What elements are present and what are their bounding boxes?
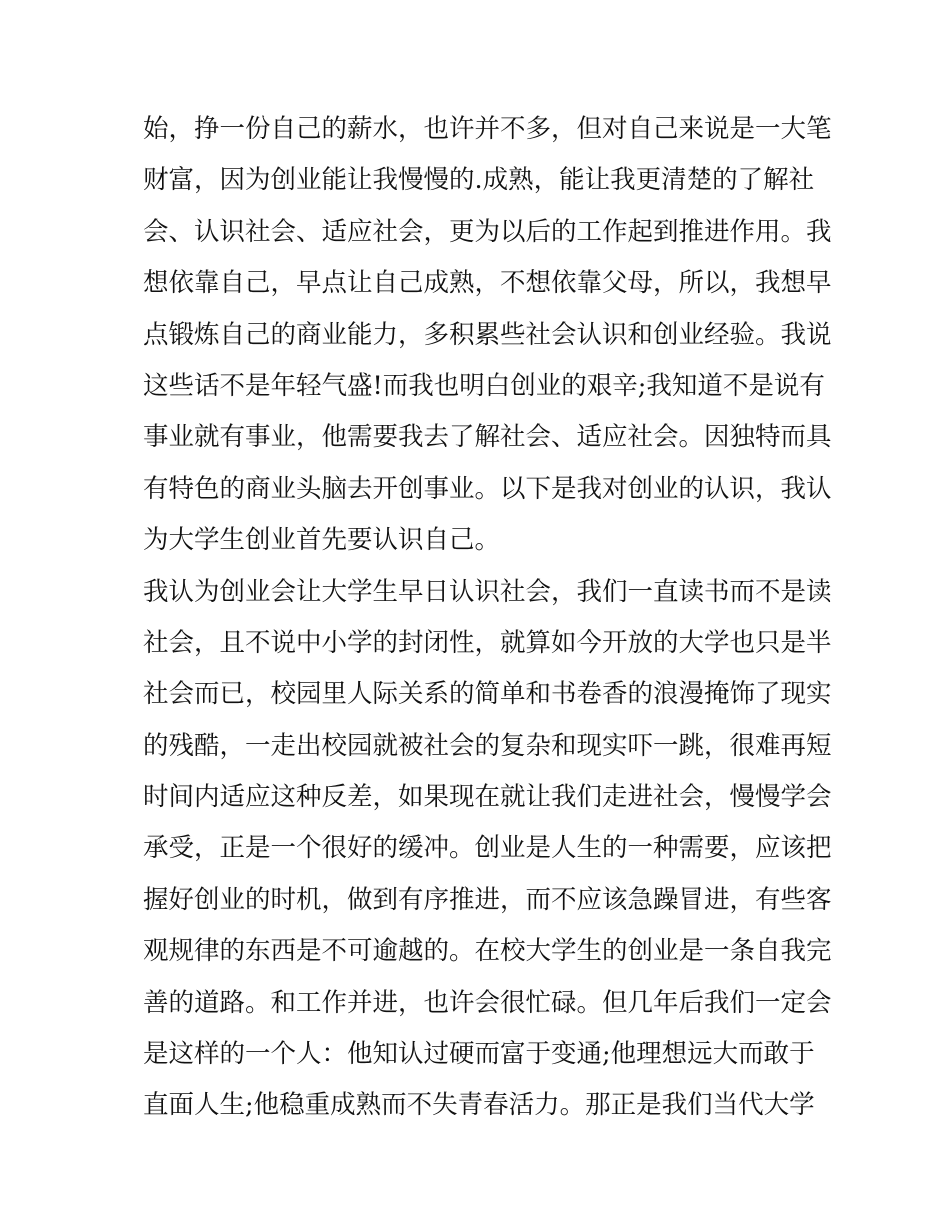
text-line: 事业就有事业，他需要我去了解社会、适应社会。因独特而具	[143, 422, 832, 453]
text-line: 握好创业的时机，做到有序推进，而不应该急躁冒进，有些客	[143, 884, 832, 915]
text-line: 观规律的东西是不可逾越的。在校大学生的创业是一条自我完	[143, 936, 832, 967]
text-line: 想依靠自己，早点让自己成熟，不想依靠父母，所以，我想早	[143, 268, 832, 299]
text-line: 是这样的一个人：他知认过硬而富于变通;他理想远大而敢于	[143, 1039, 815, 1070]
text-line: 始，挣一份自己的薪水，也许并不多，但对自己来说是一大笔	[143, 114, 832, 144]
text-line: 善的道路。和工作并进，也许会很忙碌。但几年后我们一定会	[143, 987, 832, 1018]
text-line: 为大学生创业首先要认识自己。	[143, 525, 501, 556]
text-line: 这些话不是年轻气盛!而我也明白创业的艰辛;我知道不是说有	[143, 370, 825, 401]
text-line: 我认为创业会让大学生早日认识社会，我们一直读书而不是读	[143, 576, 832, 607]
text-line: 承受，正是一个很好的缓冲。创业是人生的一种需要，应该把	[143, 833, 832, 864]
body-text	[143, 104, 832, 1132]
text-line: 社会，且不说中小学的封闭性，就算如今开放的大学也只是半	[143, 627, 832, 658]
text-line: 财富，因为创业能让我慢慢的.成熟，能让我更清楚的了解社	[143, 165, 815, 196]
text-line: 有特色的商业头脑去开创事业。以下是我对创业的认识，我认	[143, 473, 832, 504]
text-line: 点锻炼自己的商业能力，多积累些社会认识和创业经验。我说	[143, 319, 832, 350]
text-line: 直面人生;他稳重成熟而不失青春活力。那正是我们当代大学	[143, 1090, 815, 1121]
text-line: 的残酷，一走出校园就被社会的复杂和现实吓一跳，很难再短	[143, 730, 832, 761]
text-line: 社会而已，校园里人际关系的简单和书卷香的浪漫掩饰了现实	[143, 679, 832, 710]
text-line: 会、认识社会、适应社会，更为以后的工作起到推进作用。我	[143, 216, 832, 247]
text-line: 时间内适应这种反差，如果现在就让我们走进社会，慢慢学会	[143, 782, 832, 813]
